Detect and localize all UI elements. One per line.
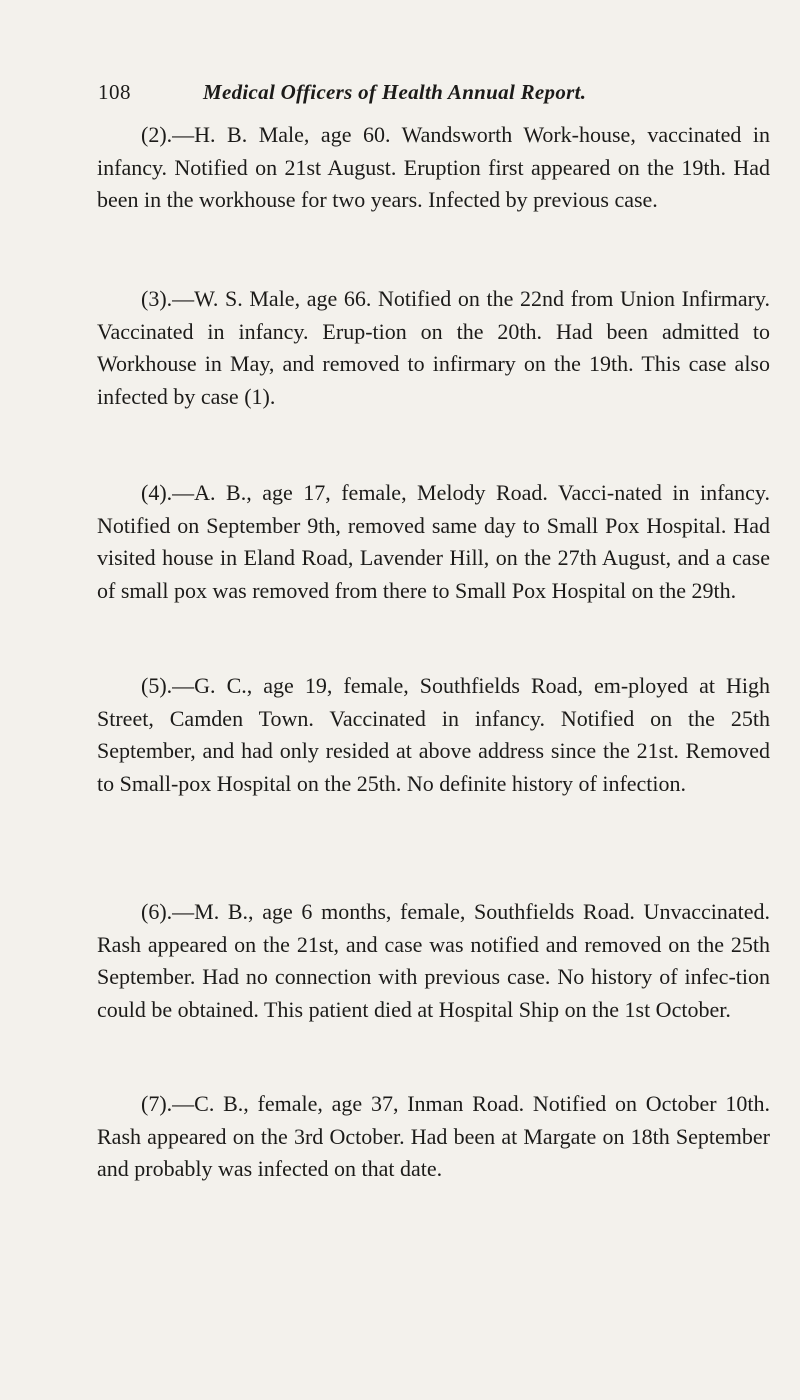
case-paragraph-4: (4).—A. B., age 17, female, Melody Road. Vacci-nated in infancy. Notified on September 9th, removed same day to Small Pox Hospital. Had visited house in Eland Road, Lavender Hill, on the 27th August, and a case of small pox was removed from there to Small Pox Hospital on the 29th. bbox=[97, 480, 770, 603]
case-paragraph-6: (6).—M. B., age 6 months, female, Southfields Road. Unvaccinated. Rash appeared on the 21st, and case was notified and removed on the 25th September. Had no connection with previous case. No history of infec-tion could be obtained. This patient died at Hospital Ship on the 1st October. bbox=[97, 899, 770, 1022]
case-paragraph-2: (2).—H. B. Male, age 60. Wandsworth Work-house, vaccinated in infancy. Notified on 21st August. Eruption first appeared on the 19th. Had been in the workhouse for two years. Infected by previous case. bbox=[97, 122, 770, 212]
case-paragraph-7: (7).—C. B., female, age 37, Inman Road. Notified on October 10th. Rash appeared on the 3rd October. Had been at Margate on 18th September and probably was infected on that date. bbox=[97, 1091, 770, 1181]
case-paragraph-5: (5).—G. C., age 19, female, Southfields Road, em-ployed at High Street, Camden Town. Vaccinated in infancy. Notified on the 25th September, and had only resided at above address since the 21st. Removed to Small-pox Hospital on the 25th. No definite history of infection. bbox=[97, 673, 770, 796]
page-header bbox=[98, 80, 658, 110]
page-number: 108 bbox=[98, 80, 131, 104]
case-paragraph-3: (3).—W. S. Male, age 66. Notified on the 22nd from Union Infirmary. Vaccinated in infancy. Erup-tion on the 20th. Had been admitted to Workhouse in May, and removed to infirmary on the 19th. This case also infected by case (1). bbox=[97, 286, 770, 409]
running-title: Medical Officers of Health Annual Report. bbox=[203, 80, 587, 104]
